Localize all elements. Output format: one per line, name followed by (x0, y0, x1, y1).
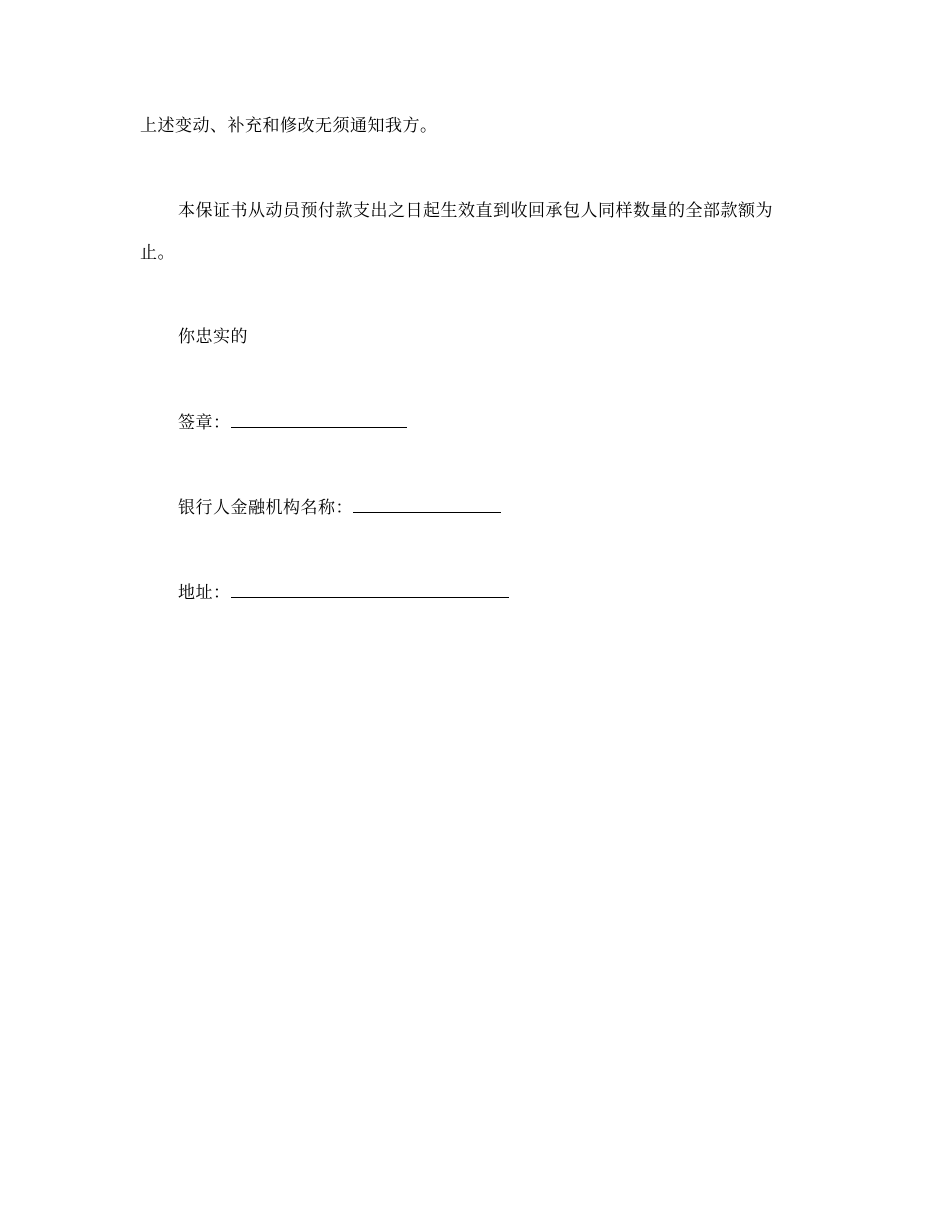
paragraph-validity-line1: 本保证书从动员预付款支出之日起生效直到收回承包人同样数量的全部款额为 (178, 201, 773, 221)
bank-name-blank-line[interactable] (353, 497, 501, 513)
address-row (178, 582, 509, 603)
paragraph-notice-waiver: 上述变动、补充和修改无须通知我方。 (140, 116, 438, 136)
address-label: 地址： (178, 583, 231, 603)
address-blank-line[interactable] (231, 582, 509, 598)
signature-blank-line[interactable] (231, 412, 407, 428)
bank-name-label: 银行人金融机构名称： (178, 498, 353, 518)
signature-row (178, 412, 407, 433)
paragraph-validity-line2: 止。 (140, 243, 175, 263)
bank-name-row (178, 497, 501, 518)
closing-salutation: 你忠实的 (178, 327, 248, 347)
signature-label: 签章： (178, 413, 231, 433)
